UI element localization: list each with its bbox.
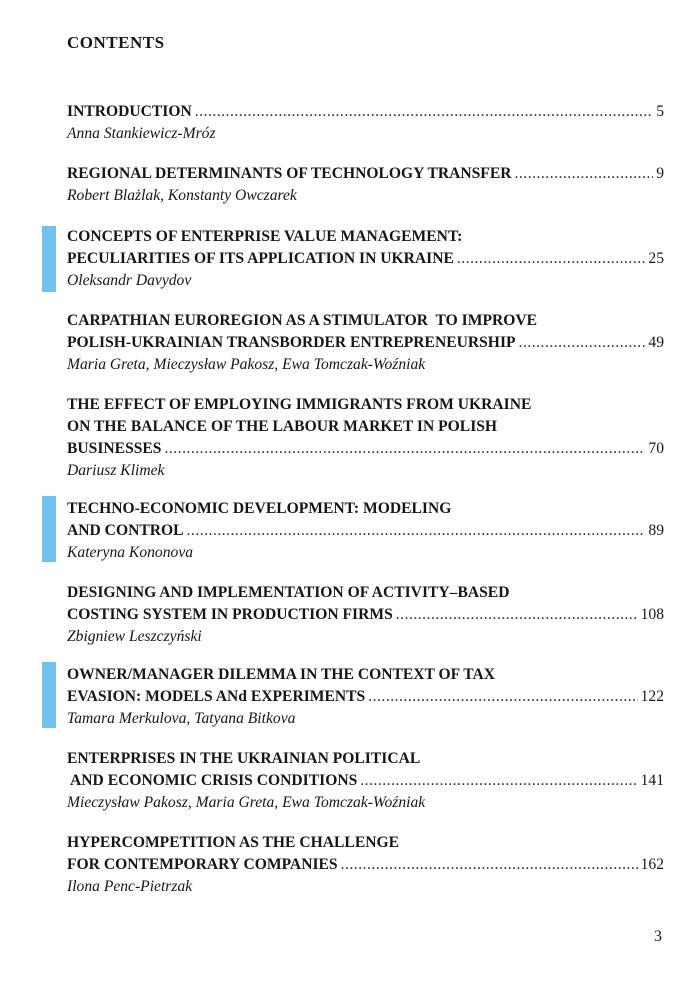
toc-page-number: 49 [648, 334, 664, 351]
dot-leader [396, 604, 638, 626]
toc-entry-title: POLISH-UKRAINIAN TRANSBORDER ENTREPRENEURSHIP [67, 334, 516, 351]
toc-entry-title: ON THE BALANCE OF THE LABOUR MARKET IN POLISH [67, 418, 498, 435]
toc-entry-title: CONCEPTS OF ENTERPRISE VALUE MANAGEMENT: [67, 228, 463, 245]
dot-leader [457, 248, 646, 270]
toc-entry-title-line [67, 520, 664, 542]
toc-entry[interactable] [67, 832, 664, 897]
toc-entry-title-line [67, 498, 664, 520]
toc-entry-authors: Robert Blażlak, Konstanty Owczarek [67, 187, 297, 204]
toc-entry-title: AND CONTROL [67, 522, 184, 539]
highlight-marker [42, 662, 56, 728]
toc-page-number: 89 [648, 522, 664, 539]
toc-entry-title-line [67, 248, 664, 270]
toc-entry-title-line [67, 101, 664, 123]
dot-leader [187, 520, 646, 542]
toc-entry[interactable] [67, 163, 664, 206]
toc-entry-authors: Maria Greta, Mieczysław Pakosz, Ewa Tomczak-Woźniak [67, 356, 426, 373]
toc-entry-title: INTRODUCTION [67, 103, 192, 120]
toc-entry[interactable] [67, 748, 664, 813]
toc-entry-authors: Mieczysław Pakosz, Maria Greta, Ewa Tomczak-Woźniak [67, 794, 426, 811]
toc-entry-title: OWNER/MANAGER DILEMMA IN THE CONTEXT OF TAX [67, 666, 496, 683]
toc-entry-title: HYPERCOMPETITION AS THE CHALLENGE [67, 834, 400, 851]
toc-entry-title-line [67, 332, 664, 354]
toc-page-number: 70 [648, 440, 664, 457]
toc-entry-title-line [67, 582, 664, 604]
toc-entry[interactable] [67, 310, 664, 375]
toc-entry[interactable] [67, 226, 664, 291]
dot-leader [519, 332, 646, 354]
toc-entry-title-line [67, 310, 664, 332]
toc-entry-title: PECULIARITIES OF ITS APPLICATION IN UKRAINE [67, 250, 454, 267]
toc-entry-title: FOR CONTEMPORARY COMPANIES [67, 856, 338, 873]
toc-page-number: 122 [640, 688, 664, 705]
toc-entry-authors: Anna Stankiewicz-Mróz [67, 125, 216, 142]
toc-entry-authors: Zbigniew Leszczyński [67, 628, 202, 645]
toc-entry-title: REGIONAL DETERMINANTS OF TECHNOLOGY TRANSFER [67, 165, 512, 182]
toc-entry-title-line [67, 416, 664, 438]
toc-page-number: 5 [656, 103, 664, 120]
toc-entry-title: DESIGNING AND IMPLEMENTATION OF ACTIVITY–BASED [67, 584, 510, 601]
toc-entry-authors: Dariusz Klimek [67, 462, 165, 479]
page-title: CONTENTS [67, 33, 165, 52]
toc-entry-title: THE EFFECT OF EMPLOYING IMMIGRANTS FROM UKRAINE [67, 396, 532, 413]
toc-entry-title: CARPATHIAN EUROREGION AS A STIMULATOR TO IMPROVE [67, 312, 538, 329]
toc-entry[interactable] [67, 394, 664, 481]
toc-entry-title-line [67, 226, 664, 248]
toc-entry-title-line [67, 604, 664, 626]
dot-leader [164, 438, 645, 460]
toc-entry-title-line [67, 686, 664, 708]
toc-entry[interactable] [67, 101, 664, 144]
toc-page-number: 141 [640, 772, 664, 789]
dot-leader [515, 163, 654, 185]
toc-entry-title: COSTING SYSTEM IN PRODUCTION FIRMS [67, 606, 393, 623]
dot-leader [368, 686, 637, 708]
toc-entry-authors: Kateryna Kononova [67, 544, 194, 561]
toc-entry[interactable] [67, 498, 664, 563]
toc-entry-title-line [67, 394, 664, 416]
dot-leader [360, 770, 637, 792]
toc-entry-title: TECHNO-ECONOMIC DEVELOPMENT: MODELING [67, 500, 452, 517]
highlight-marker [42, 226, 56, 292]
toc-entry-authors: Ilona Penc-Pietrzak [67, 878, 193, 895]
toc-page-number: 108 [640, 606, 664, 623]
dot-leader [195, 101, 653, 123]
toc-page-number: 9 [656, 165, 664, 182]
toc-entry-title-line [67, 832, 664, 854]
toc-entry[interactable] [67, 582, 664, 647]
toc-entry-authors: Tamara Merkulova, Tatyana Bitkova [67, 710, 296, 727]
dot-leader [341, 854, 638, 876]
toc-entry-title-line [67, 664, 664, 686]
page-number: 3 [654, 928, 662, 945]
toc-page-number: 162 [640, 856, 664, 873]
toc-entry-title: AND ECONOMIC CRISIS CONDITIONS [67, 772, 358, 789]
toc-page-number: 25 [648, 250, 664, 267]
toc-entry-title-line [67, 770, 664, 792]
toc-entry-title-line [67, 854, 664, 876]
toc-entry[interactable] [67, 664, 664, 729]
toc-entry-title-line [67, 163, 664, 185]
toc-entry-title: BUSINESSES [67, 440, 162, 457]
toc-entry-title: ENTERPRISES IN THE UKRAINIAN POLITICAL [67, 750, 421, 767]
toc-entry-title: EVASION: MODELS ANd EXPERIMENTS [67, 688, 366, 705]
highlight-marker [42, 496, 56, 562]
toc-entry-authors: Oleksandr Davydov [67, 272, 192, 289]
toc-entry-title-line [67, 438, 664, 460]
toc-entry-title-line [67, 748, 664, 770]
